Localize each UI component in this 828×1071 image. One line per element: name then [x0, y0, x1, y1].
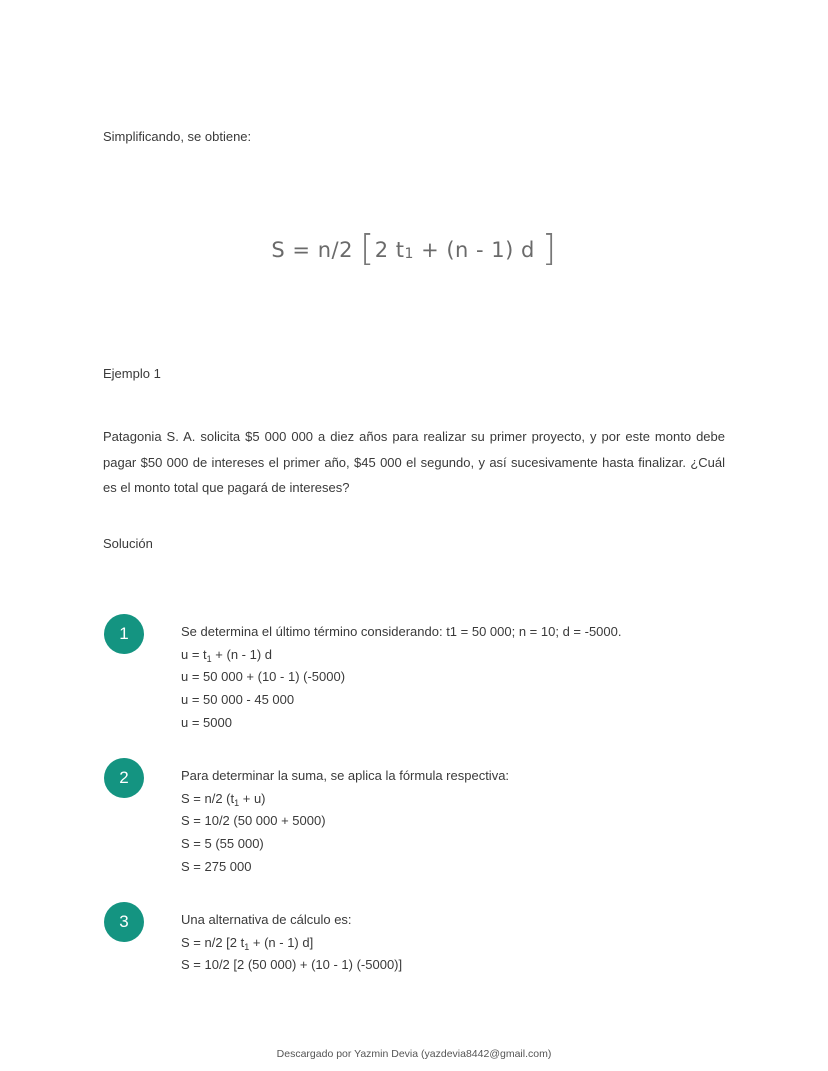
- formula-close-bracket: ]: [542, 228, 557, 269]
- intro-text: Simplificando, se obtiene:: [103, 129, 252, 144]
- step-line: S = 275 000: [181, 858, 252, 874]
- step-3-content: [181, 912, 402, 980]
- step-line-part: + (n - 1) d: [211, 646, 273, 662]
- problem-line: $50 000 de intereses el primer año, $45 000 el segundo, y así sucesivamente hasta finalizar. ¿Cuál es el: [103, 454, 725, 495]
- step-line: S = 5 (55 000): [181, 836, 264, 852]
- formula-subscript: 1: [404, 246, 414, 262]
- step-line: Para determinar la suma, se aplica la fórmula respectiva:: [181, 768, 510, 783]
- example-title: Ejemplo 1: [103, 366, 161, 381]
- step-1-content: [181, 624, 621, 737]
- problem-line: monto total que pagará de intereses?: [134, 480, 350, 495]
- step-line-subscript: 1: [234, 797, 240, 808]
- step-line: [181, 791, 509, 814]
- step-line-part: u = t: [181, 646, 207, 662]
- problem-line: Patagonia S. A. solicita $5 000 000 a diez años para realizar su primer proyecto, y por este monto debe pagar: [103, 429, 725, 470]
- step-line: [181, 935, 402, 958]
- step-line-subscript: 1: [206, 653, 212, 664]
- step-line-part: S = n/2 (t: [181, 790, 235, 806]
- step-line: S = 10/2 [2 (50 000) + (10 - 1) (-5000)]: [181, 957, 403, 973]
- step-line-part: + u): [239, 790, 266, 806]
- step-line-subscript: 1: [244, 941, 250, 952]
- sum-formula: [0, 228, 828, 269]
- step-line-part: + (n - 1) d]: [249, 934, 314, 950]
- step-2-badge: 2: [104, 758, 144, 798]
- problem-statement: [103, 424, 725, 501]
- formula-term2: + (n - 1) d: [413, 238, 535, 262]
- step-3-badge: 3: [104, 902, 144, 942]
- step-1-badge: 1: [104, 614, 144, 654]
- step-line: u = 50 000 - 45 000: [181, 692, 295, 708]
- formula-lhs: S = n/2: [271, 238, 353, 262]
- step-line-part: S = n/2 [2 t: [181, 934, 245, 950]
- step-line: Se determina el último término considerando: t1 = 50 000; n = 10; d = -5000.: [181, 624, 622, 639]
- solution-label: Solución: [103, 536, 153, 551]
- download-footer: Descargado por Yazmin Devia (yazdevia8442@gmail.com): [276, 1048, 552, 1060]
- formula-open-bracket: [: [360, 228, 375, 269]
- step-line: S = 10/2 (50 000 + 5000): [181, 813, 326, 829]
- step-line: u = 5000: [181, 714, 232, 730]
- step-line: Una alternativa de cálculo es:: [181, 912, 352, 927]
- step-2-content: [181, 768, 509, 881]
- formula-term1: 2 t: [374, 238, 405, 262]
- step-line: [181, 647, 621, 670]
- step-line: u = 50 000 + (10 - 1) (-5000): [181, 669, 346, 685]
